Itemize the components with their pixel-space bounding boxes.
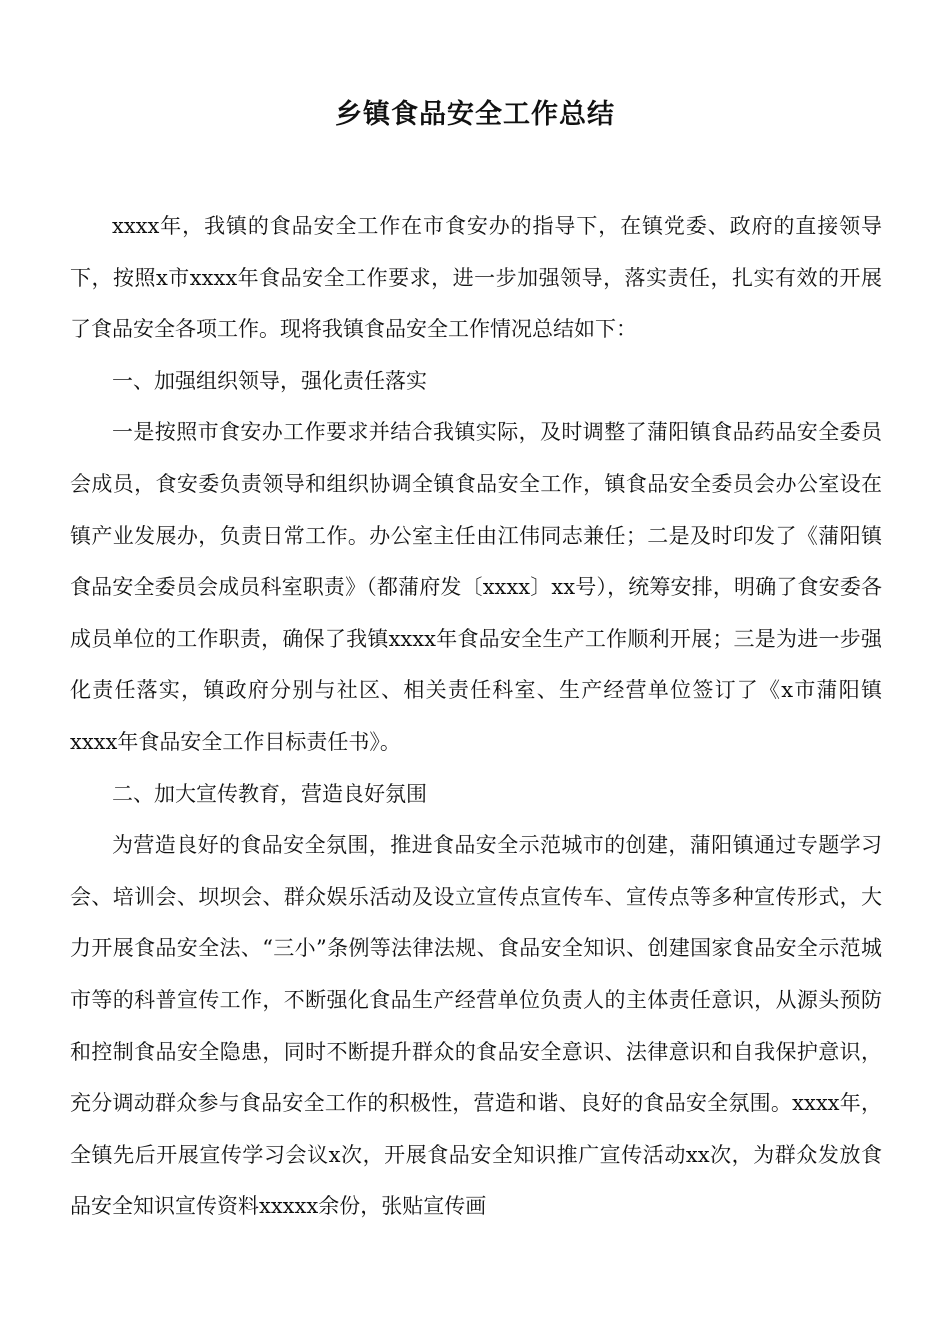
intro-paragraph: xxxx年，我镇的食品安全工作在市食安办的指导下，在镇党委、政府的直接领导下，按照x市xxxx年食品安全工作要求，进一步加强领导，落实责任，扎实有效的开展了食品安全各项工作。现将我镇食品安全工作情况总结如下： [70,214,882,342]
section-heading-1: 一、加强组织领导，强化责任落实 [112,368,427,393]
section-2-paragraph: 为营造良好的食品安全氛围，推进食品安全示范城市的创建，蒲阳镇通过专题学习会、培训会、坝坝会、群众娱乐活动及设立宣传点宣传车、宣传点等多种宣传形式，大力开展食品安全法、“三小”条例等法律法规、食品安全知识、创建国家食品安全示范城市等的科普宣传工作，不断强化食品生产经营单位负责人的主体责任意识，从源头预防和控制食品安全隐患，同时不断提升群众的食品安全意识、法律意识和自我保护意识，充分调动群众参与食品安全工作的积极性，营造和谐、良好的食品安全氛围。xxxx年，全镇先后开展宣传学习会议x次，开展食品安全知识推广宣传活动xx次，为群众发放食品安全知识宣传资料xxxxx余份，张贴宣传画 [70,833,882,1219]
document-title: 乡镇食品安全工作总结 [335,99,615,130]
section-1-paragraph: 一是按照市食安办工作要求并结合我镇实际，及时调整了蒲阳镇食品药品安全委员会成员，食安委负责领导和组织协调全镇食品安全工作，镇食品安全委员会办公室设在镇产业发展办，负责日常工作。办公室主任由江伟同志兼任；二是及时印发了《蒲阳镇食品安全委员会成员科室职责》（都蒲府发〔xxxx〕xx号），统筹安排，明确了食安委各成员单位的工作职责，确保了我镇xxxx年食品安全生产工作顺利开展；三是为进一步强化责任落实，镇政府分别与社区、相关责任科室、生产经营单位签订了《x市蒲阳镇xxxx年食品安全工作目标责任书》。 [70,420,882,754]
document-body [70,201,882,1233]
section-heading-2: 二、加大宣传教育，营造良好氛围 [112,781,427,806]
